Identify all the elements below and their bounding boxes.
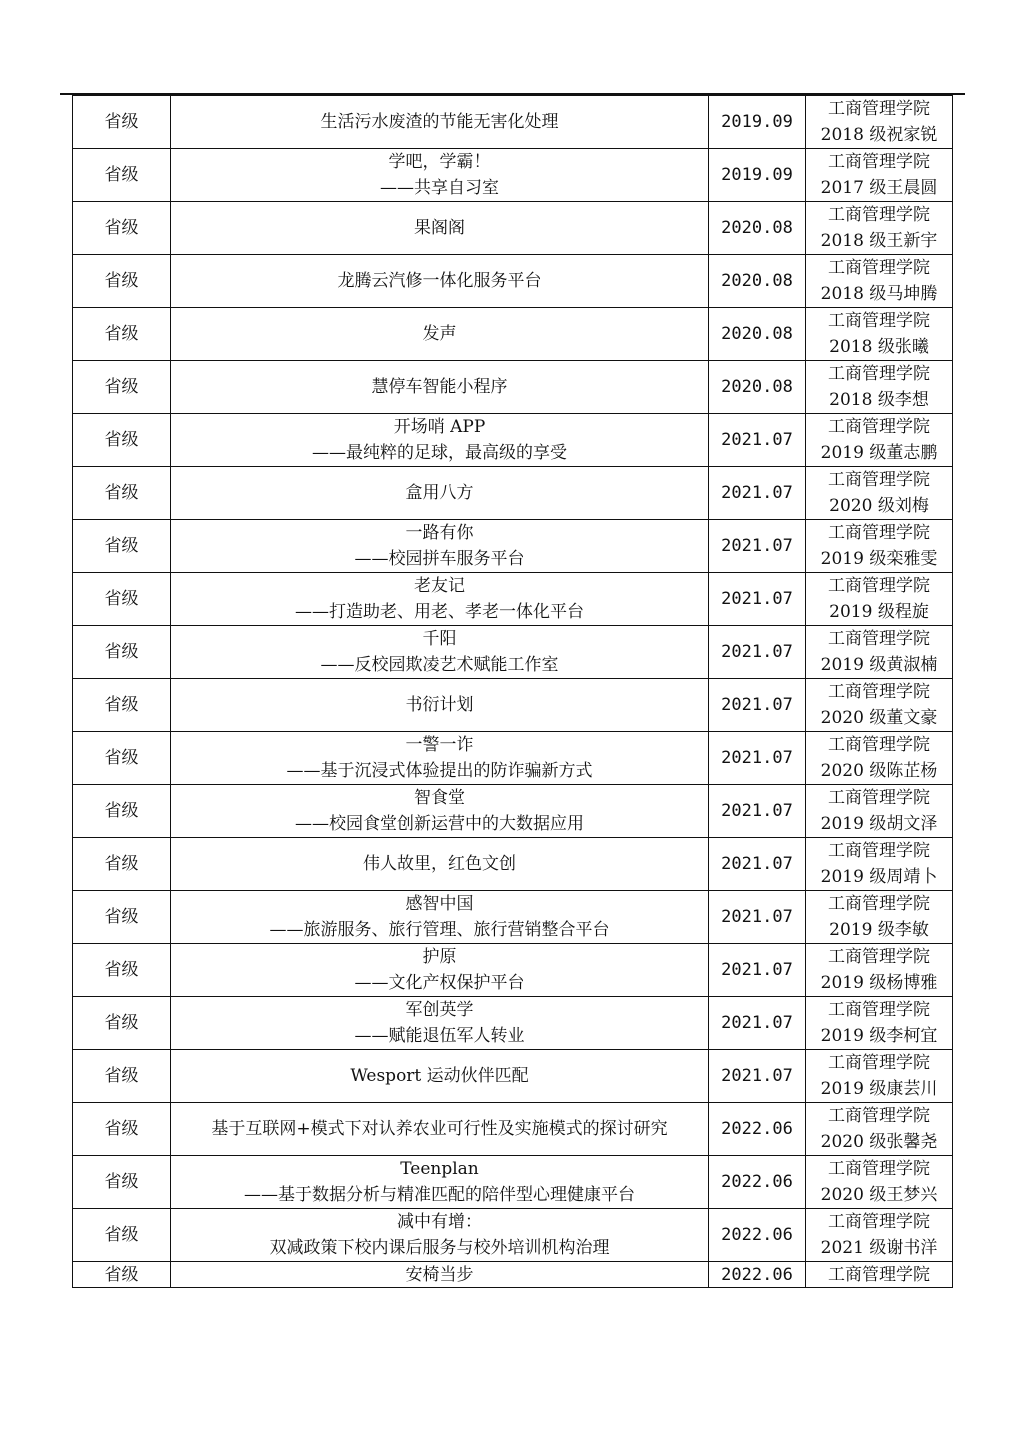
unit-student-cell	[806, 891, 953, 944]
table-row	[73, 1050, 953, 1103]
school-name: 工商管理学院	[828, 576, 930, 596]
table-row	[73, 785, 953, 838]
award-level-cell: 省级	[73, 785, 171, 838]
unit-student-cell	[806, 1050, 953, 1103]
table-row	[73, 1103, 953, 1156]
project-title-cell	[171, 361, 709, 414]
project-title-cell	[171, 944, 709, 997]
award-level-cell: 省级	[73, 997, 171, 1050]
award-level-cell: 省级	[73, 467, 171, 520]
project-subtitle: ——赋能退伍军人转业	[354, 1026, 525, 1046]
school-name: 工商管理学院	[828, 99, 930, 119]
award-date-cell: 2021.07	[709, 679, 806, 732]
project-title: Wesport 运动伙伴匹配	[350, 1066, 529, 1086]
project-title: 基于互联网+模式下对认养农业可行性及实施模式的探讨研究	[211, 1119, 668, 1139]
unit-student-cell	[806, 785, 953, 838]
project-title-cell	[171, 308, 709, 361]
award-level-cell: 省级	[73, 838, 171, 891]
student-name: 2021 级谢书洋	[820, 1238, 938, 1258]
school-name: 工商管理学院	[828, 1106, 930, 1126]
award-date-cell: 2020.08	[709, 202, 806, 255]
school-name: 工商管理学院	[828, 788, 930, 808]
project-title: 果阁阁	[414, 218, 465, 238]
awards-table	[72, 95, 953, 1288]
unit-student-cell	[806, 997, 953, 1050]
table-row	[73, 520, 953, 573]
award-date-cell: 2021.07	[709, 520, 806, 573]
award-date-cell: 2021.07	[709, 414, 806, 467]
table-row	[73, 1156, 953, 1209]
project-title-cell	[171, 1262, 709, 1288]
student-name: 2019 级李柯宜	[820, 1026, 938, 1046]
award-level-cell: 省级	[73, 944, 171, 997]
project-title: 发声	[422, 324, 457, 344]
student-name: 2018 级祝家锐	[820, 125, 938, 145]
award-level-cell: 省级	[73, 1209, 171, 1262]
project-subtitle: 双减政策下校内课后服务与校外培训机构治理	[269, 1238, 610, 1258]
award-level-cell: 省级	[73, 626, 171, 679]
student-name: 2019 级胡文泽	[820, 814, 938, 834]
award-level-cell: 省级	[73, 1050, 171, 1103]
student-name: 2019 级杨博雅	[820, 973, 938, 993]
award-date-cell: 2021.07	[709, 573, 806, 626]
award-level-cell: 省级	[73, 732, 171, 785]
project-title-cell	[171, 255, 709, 308]
award-level-cell: 省级	[73, 202, 171, 255]
award-date-cell: 2021.07	[709, 467, 806, 520]
project-title: 书衍计划	[405, 695, 474, 715]
award-level-cell: 省级	[73, 1103, 171, 1156]
school-name: 工商管理学院	[828, 152, 930, 172]
student-name: 2019 级程旋	[829, 602, 929, 622]
unit-student-cell	[806, 626, 953, 679]
project-subtitle: ——校园拼车服务平台	[354, 549, 525, 569]
award-date-cell: 2019.09	[709, 149, 806, 202]
unit-student-cell	[806, 1262, 953, 1288]
table-row	[73, 679, 953, 732]
award-date-cell: 2020.08	[709, 361, 806, 414]
project-title-cell	[171, 732, 709, 785]
award-date-cell: 2021.07	[709, 838, 806, 891]
school-name: 工商管理学院	[828, 1053, 930, 1073]
unit-student-cell	[806, 1103, 953, 1156]
award-date-cell: 2019.09	[709, 96, 806, 149]
unit-student-cell	[806, 1209, 953, 1262]
unit-student-cell	[806, 467, 953, 520]
project-title: 生活污水废渣的节能无害化处理	[320, 112, 559, 132]
student-name: 2018 级马坤腾	[820, 284, 938, 304]
award-level-cell: 省级	[73, 679, 171, 732]
student-name: 2019 级康芸川	[820, 1079, 938, 1099]
award-level-cell: 省级	[73, 149, 171, 202]
unit-student-cell	[806, 414, 953, 467]
table-row	[73, 96, 953, 149]
project-subtitle: ——共享自习室	[380, 178, 499, 198]
unit-student-cell	[806, 255, 953, 308]
school-name: 工商管理学院	[828, 735, 930, 755]
table-row	[73, 1209, 953, 1262]
award-level-cell: 省级	[73, 255, 171, 308]
project-title: 智食堂	[414, 788, 465, 808]
table-row	[73, 944, 953, 997]
project-subtitle: ——文化产权保护平台	[354, 973, 525, 993]
project-subtitle: ——打造助老、用老、孝老一体化平台	[295, 602, 584, 622]
school-name: 工商管理学院	[828, 364, 930, 384]
project-title: 安椅当步	[405, 1264, 474, 1285]
award-date-cell: 2021.07	[709, 1050, 806, 1103]
table-row	[73, 626, 953, 679]
project-title-cell	[171, 891, 709, 944]
project-subtitle: ——基于数据分析与精准匹配的陪伴型心理健康平台	[244, 1185, 635, 1205]
award-level-cell: 省级	[73, 96, 171, 149]
unit-student-cell	[806, 361, 953, 414]
project-title-cell	[171, 414, 709, 467]
project-title-cell	[171, 467, 709, 520]
project-subtitle: ——反校园欺凌艺术赋能工作室	[320, 655, 559, 675]
project-title: 盒用八方	[405, 483, 474, 503]
project-title-cell	[171, 679, 709, 732]
award-date-cell: 2021.07	[709, 997, 806, 1050]
award-level-cell: 省级	[73, 1156, 171, 1209]
school-name: 工商管理学院	[828, 258, 930, 278]
award-level-cell: 省级	[73, 520, 171, 573]
student-name: 2019 级李敏	[829, 920, 929, 940]
project-title: 一路有你	[405, 523, 474, 543]
school-name: 工商管理学院	[828, 523, 930, 543]
school-name: 工商管理学院	[828, 1264, 930, 1285]
project-title-cell	[171, 96, 709, 149]
unit-student-cell	[806, 520, 953, 573]
school-name: 工商管理学院	[828, 470, 930, 490]
school-name: 工商管理学院	[828, 894, 930, 914]
unit-student-cell	[806, 838, 953, 891]
project-title-cell	[171, 1050, 709, 1103]
table-row	[73, 1262, 953, 1288]
unit-student-cell	[806, 149, 953, 202]
project-title-cell	[171, 626, 709, 679]
student-name: 2020 级张馨尧	[820, 1132, 938, 1152]
project-title: 老友记	[414, 576, 465, 596]
table-row	[73, 891, 953, 944]
award-level-cell: 省级	[73, 414, 171, 467]
project-title-cell	[171, 149, 709, 202]
award-date-cell: 2022.06	[709, 1262, 806, 1288]
award-date-cell: 2022.06	[709, 1103, 806, 1156]
school-name: 工商管理学院	[828, 841, 930, 861]
award-level-cell: 省级	[73, 891, 171, 944]
project-subtitle: ——校园食堂创新运营中的大数据应用	[295, 814, 584, 834]
award-date-cell: 2022.06	[709, 1209, 806, 1262]
school-name: 工商管理学院	[828, 1000, 930, 1020]
project-title-cell	[171, 838, 709, 891]
unit-student-cell	[806, 679, 953, 732]
student-name: 2018 级张曦	[829, 337, 929, 357]
table-row	[73, 573, 953, 626]
award-level-cell: 省级	[73, 573, 171, 626]
student-name: 2019 级周靖卜	[820, 867, 938, 887]
table-row	[73, 255, 953, 308]
project-title: 开场哨 APP	[393, 417, 486, 437]
student-name: 2019 级栾雅雯	[820, 549, 938, 569]
project-title-cell	[171, 785, 709, 838]
unit-student-cell	[806, 1156, 953, 1209]
project-title: 一警一诈	[405, 735, 474, 755]
project-title-cell	[171, 573, 709, 626]
student-name: 2018 级王新宇	[820, 231, 938, 251]
student-name: 2019 级黄淑楠	[820, 655, 938, 675]
project-title-cell	[171, 997, 709, 1050]
school-name: 工商管理学院	[828, 417, 930, 437]
unit-student-cell	[806, 944, 953, 997]
awards-table-body	[73, 96, 953, 1288]
project-title: 慧停车智能小程序	[371, 377, 508, 397]
school-name: 工商管理学院	[828, 947, 930, 967]
project-title-cell	[171, 1209, 709, 1262]
award-date-cell: 2020.08	[709, 255, 806, 308]
project-title: 伟人故里，红色文创	[363, 854, 516, 874]
project-title: 学吧，学霸！	[388, 152, 491, 172]
award-date-cell: 2021.07	[709, 785, 806, 838]
student-name: 2020 级陈芷杨	[820, 761, 938, 781]
unit-student-cell	[806, 732, 953, 785]
award-level-cell: 省级	[73, 361, 171, 414]
project-title-cell	[171, 520, 709, 573]
project-subtitle: ——最纯粹的足球，最高级的享受	[312, 443, 567, 463]
school-name: 工商管理学院	[828, 1159, 930, 1179]
student-name: 2020 级董文豪	[820, 708, 938, 728]
student-name: 2020 级刘梅	[829, 496, 929, 516]
unit-student-cell	[806, 573, 953, 626]
award-date-cell: 2021.07	[709, 732, 806, 785]
school-name: 工商管理学院	[828, 311, 930, 331]
table-row	[73, 149, 953, 202]
table-row	[73, 308, 953, 361]
project-subtitle: ——基于沉浸式体验提出的防诈骗新方式	[286, 761, 593, 781]
project-title: 龙腾云汽修一体化服务平台	[337, 271, 542, 291]
award-date-cell: 2021.07	[709, 891, 806, 944]
project-subtitle: ——旅游服务、旅行管理、旅行营销整合平台	[269, 920, 610, 940]
school-name: 工商管理学院	[828, 205, 930, 225]
project-title-cell	[171, 1156, 709, 1209]
school-name: 工商管理学院	[828, 1212, 930, 1232]
award-date-cell: 2021.07	[709, 944, 806, 997]
student-name: 2019 级董志鹏	[820, 443, 938, 463]
project-title: Teenplan	[400, 1159, 479, 1179]
project-title: 感智中国	[405, 894, 474, 914]
table-row	[73, 414, 953, 467]
table-row	[73, 997, 953, 1050]
table-row	[73, 467, 953, 520]
award-date-cell: 2021.07	[709, 626, 806, 679]
school-name: 工商管理学院	[828, 682, 930, 702]
unit-student-cell	[806, 96, 953, 149]
project-title: 军创英学	[405, 1000, 474, 1020]
project-title: 减中有增：	[397, 1212, 482, 1232]
award-level-cell: 省级	[73, 308, 171, 361]
table-row	[73, 202, 953, 255]
unit-student-cell	[806, 202, 953, 255]
project-title-cell	[171, 202, 709, 255]
award-date-cell: 2022.06	[709, 1156, 806, 1209]
award-level-cell: 省级	[73, 1262, 171, 1288]
student-name: 2018 级李想	[829, 390, 929, 410]
award-date-cell: 2020.08	[709, 308, 806, 361]
student-name: 2017 级王晨圆	[820, 178, 938, 198]
project-title: 护原	[422, 947, 457, 967]
unit-student-cell	[806, 308, 953, 361]
project-title: 千阳	[422, 629, 457, 649]
table-row	[73, 361, 953, 414]
project-title-cell	[171, 1103, 709, 1156]
table-row	[73, 838, 953, 891]
table-row	[73, 732, 953, 785]
student-name: 2020 级王梦兴	[820, 1185, 938, 1205]
school-name: 工商管理学院	[828, 629, 930, 649]
